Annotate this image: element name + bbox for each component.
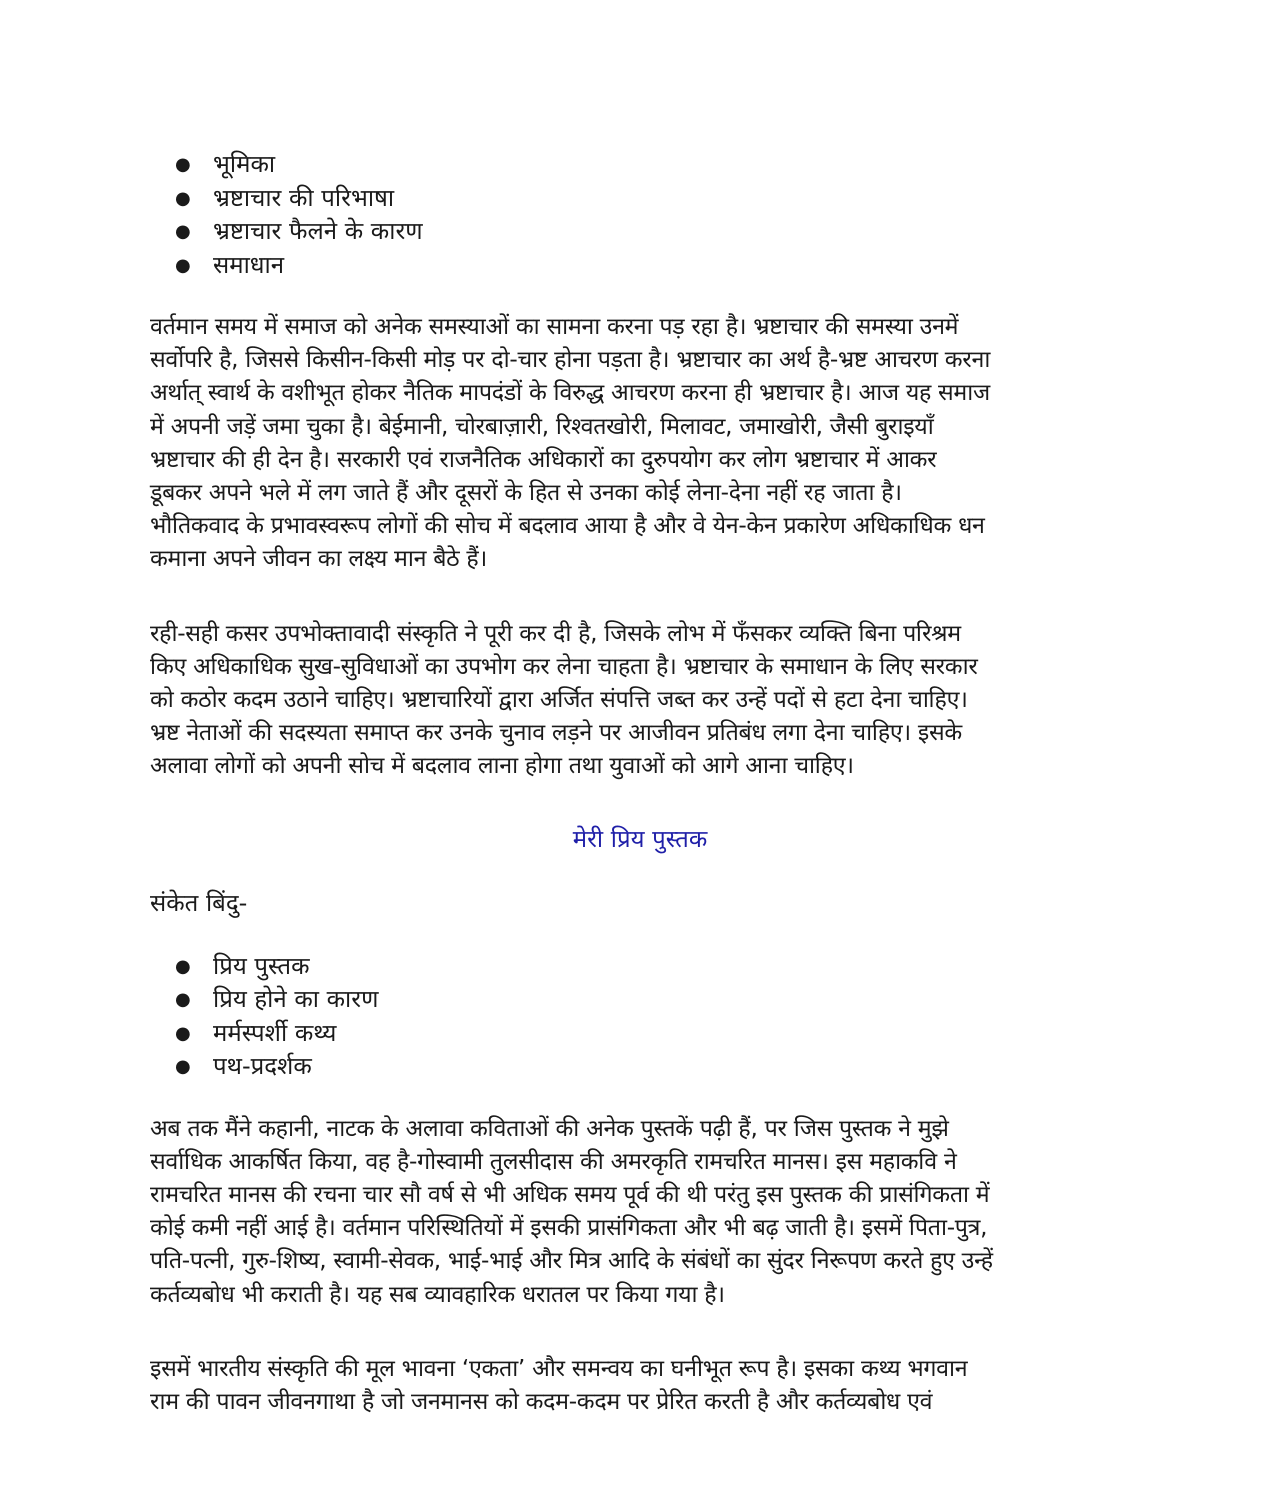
paragraph-line: कमाना अपने जीवन का लक्ष्य मान बैठे हैं।: [150, 545, 487, 573]
list-item-text: भ्रष्टाचार फैलने के कारण: [213, 217, 423, 245]
bullet-icon: ●: [175, 1022, 191, 1044]
paragraph: [150, 1352, 1130, 1418]
paragraph: [150, 617, 1130, 783]
list-item-text: प्रिय होने का कारण: [213, 985, 379, 1014]
list-item-text: समाधान: [213, 250, 285, 279]
hint-points-list-1: [150, 148, 1130, 282]
paragraph-line: कोई कमी नहीं आई है। वर्तमान परिस्थितियों में इसकी प्रासंगिकता और भी बढ़ जाती है। इसमें पिता-पुत्र,: [150, 1214, 988, 1242]
paragraph-line: भ्रष्टाचार की ही देन है। सरकारी एवं राजनैतिक अधिकारों का दुरुपयोग कर लोग भ्रष्टाचार में आकर: [150, 445, 937, 473]
list-item: [150, 1017, 1130, 1051]
paragraph-line: सर्वोपरि है, जिससे किसीन-किसी मोड़ पर दो-चार होना पड़ता है। भ्रष्टाचार का अर्थ है-भ्रष्ट आचरण करना: [150, 346, 991, 374]
paragraph-line: रामचरित मानस की रचना चार सौ वर्ष से भी अधिक समय पूर्व की थी परंतु इस पुस्तक की प्रासंगिकता में: [150, 1181, 990, 1209]
paragraph-line: रही-सही कसर उपभोक्तावादी संस्कृति ने पूरी कर दी है, जिसके लोभ में फँसकर व्यक्ति बिना परिश्रम: [150, 619, 961, 647]
paragraph-line: अब तक मैंने कहानी, नाटक के अलावा कविताओं की अनेक पुस्तकें पढ़ी हैं, पर जिस पुस्तक ने मुझे: [150, 1114, 949, 1142]
paragraph-line: पति-पत्नी, गुरु-शिष्य, स्वामी-सेवक, भाई-भाई और मित्र आदि के संबंधों का सुंदर निरूपण करते हुए उन्हें: [150, 1247, 993, 1275]
hints-label: संकेत बिंदु-: [150, 888, 248, 917]
list-item: [150, 182, 1130, 216]
paragraph-line: कर्तव्यबोध भी कराती है। यह सब व्यावहारिक धरातल पर किया गया है।: [150, 1280, 725, 1308]
paragraph-line: किए अधिकाधिक सुख-सुविधाओं का उपभोग कर लेना चाहता है। भ्रष्टाचार के समाधान के लिए सरकार: [150, 652, 978, 680]
bullet-icon: ●: [175, 221, 191, 242]
paragraph-line: अर्थात् स्वार्थ के वशीभूत होकर नैतिक मापदंडों के विरुद्ध आचरण करना ही भ्रष्टाचार है। आज यह समाज: [150, 379, 990, 407]
document-page: [150, 148, 1130, 1418]
list-item-text: भूमिका: [213, 150, 276, 178]
bullet-icon: ●: [175, 989, 191, 1011]
list-item-text: मर्मस्पर्शी कथ्य: [213, 1018, 337, 1047]
list-item: [150, 215, 1130, 249]
paragraph-line: भौतिकवाद के प्रभावस्वरूप लोगों की सोच में बदलाव आया है और वे येन-केन प्रकारेण अधिकाधिक धन: [150, 512, 985, 540]
list-item-text: प्रिय पुस्तक: [213, 951, 310, 980]
paragraph-line: सर्वाधिक आकर्षित किया, वह है-गोस्वामी तुलसीदास की अमरकृति रामचरित मानस। इस महाकवि ने: [150, 1147, 957, 1175]
list-item: [150, 950, 1130, 984]
paragraph: [150, 1112, 1130, 1311]
paragraph-line: इसमें भारतीय संस्कृति की मूल भावना ‘एकता’ और समन्वय का घनीभूत रूप है। इसका कथ्य भगवान: [150, 1354, 968, 1382]
list-item: [150, 249, 1130, 283]
bullet-icon: ●: [175, 254, 191, 276]
paragraph-line: वर्तमान समय में समाज को अनेक समस्याओं का सामना करना पड़ रहा है। भ्रष्टाचार की समस्या उनमें: [150, 313, 959, 340]
paragraph-line: को कठोर कदम उठाने चाहिए। भ्रष्टाचारियों द्वारा अर्जित संपत्ति जब्त कर उन्हें पदों से हटा देना चाहिए।: [150, 686, 968, 714]
paragraph-line: अलावा लोगों को अपनी सोच में बदलाव लाना होगा तथा युवाओं को आगे आना चाहिए।: [150, 752, 854, 780]
paragraph-line: राम की पावन जीवनगाथा है जो जनमानस को कदम-कदम पर प्रेरित करती है और कर्तव्यबोध एवं: [150, 1388, 933, 1416]
paragraph-line: में अपनी जड़ें जमा चुका है। बेईमानी, चोरबाज़ारी, रिश्वतखोरी, मिलावट, जमाखोरी, जैसी बुराइयाँ: [150, 412, 934, 440]
list-item-text: पथ-प्रदर्शक: [213, 1052, 312, 1081]
list-item-text: भ्रष्टाचार की परिभाषा: [213, 183, 395, 212]
section-heading: मेरी प्रिय पुस्तक: [572, 824, 708, 853]
bullet-icon: ●: [175, 955, 191, 977]
paragraph-line: डूबकर अपने भले में लग जाते हैं और दूसरों के हित से उनका कोई लेना-देना नहीं रह जाता है।: [150, 479, 902, 507]
list-item: [150, 1050, 1130, 1084]
hint-points-list-2: [150, 950, 1130, 1084]
paragraph-line: भ्रष्ट नेताओं की सदस्यता समाप्त कर उनके चुनाव लड़ने पर आजीवन प्रतिबंध लगा देना चाहिए। इसके: [150, 719, 962, 747]
paragraph: [150, 310, 1130, 576]
bullet-icon: ●: [175, 1056, 191, 1078]
list-item: [150, 983, 1130, 1017]
bullet-icon: ●: [175, 154, 191, 175]
bullet-icon: ●: [175, 187, 191, 209]
list-item: [150, 148, 1130, 182]
